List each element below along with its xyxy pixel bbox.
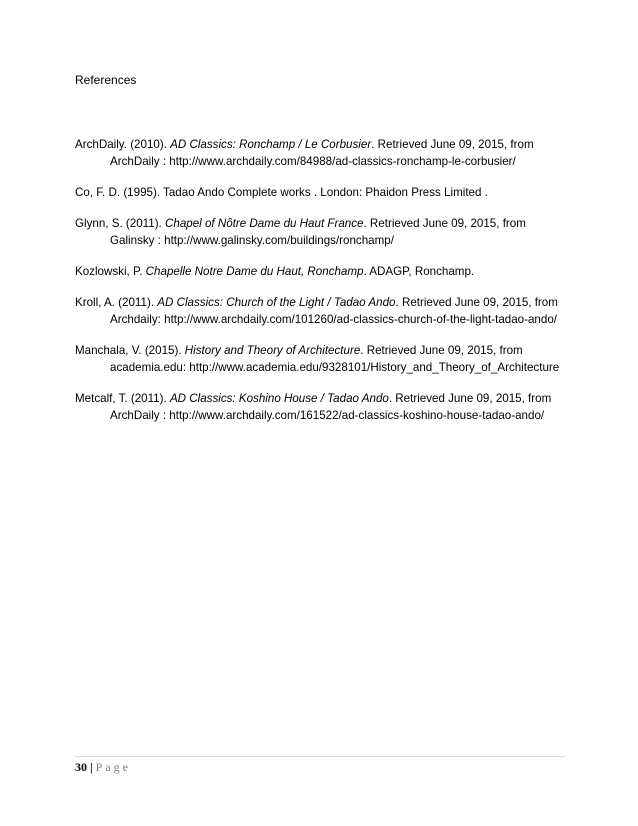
page-title: References (75, 73, 137, 87)
reference-title: AD Classics: Koshino House / Tadao Ando (169, 392, 389, 405)
reference-lead: Manchala, V. (2015). (75, 344, 185, 357)
reference-source: Galinsky : http://www.galinsky.com/buildings/ronchamp/ (110, 234, 394, 247)
reference-source: ArchDaily : http://www.archdaily.com/84988/ad-classics-ronchamp-le-corbusier/ (110, 155, 516, 168)
reference-source: ArchDaily : http://www.archdaily.com/161522/ad-classics-koshino-house-tadao-ando/ (110, 409, 545, 422)
reference-source: academia.edu: http://www.academia.edu/9328101/History_and_Theory_of_Architecture (110, 361, 560, 374)
reference-title: AD Classics: Church of the Light / Tadao Ando (157, 296, 396, 309)
reference-source: Archdaily: http://www.archdaily.com/101260/ad-classics-church-of-the-light-tadao-ando/ (110, 313, 557, 326)
reference-title: Chapel of Nôtre Dame du Haut France (165, 217, 364, 230)
reference-tail: . Retrieved June 09, 2015, from (371, 138, 534, 151)
reference-lead: Co, F. D. (1995). Tadao Ando Complete works . London: Phaidon Press Limited . (75, 186, 488, 199)
reference-item (75, 215, 575, 249)
page-number: 30 (75, 760, 87, 774)
reference-item (75, 184, 575, 201)
page-footer (75, 760, 131, 775)
reference-lead: Glynn, S. (2011). (75, 217, 165, 230)
reference-item (75, 263, 575, 280)
reference-tail: . Retrieved June 09, 2015, from (388, 392, 552, 405)
reference-list (75, 136, 575, 438)
reference-item (75, 390, 575, 424)
footer-divider (75, 756, 565, 757)
reference-lead: ArchDaily. (2010). (75, 138, 171, 151)
reference-tail: . ADAGP, Ronchamp. (363, 265, 475, 278)
footer-separator: | (90, 760, 93, 774)
reference-lead: Metcalf, T. (2011). (75, 392, 170, 405)
reference-item (75, 136, 575, 170)
reference-title: Chapelle Notre Dame du Haut, Ronchamp (145, 265, 364, 278)
reference-item (75, 342, 575, 376)
reference-lead: Kozlowski, P. (75, 265, 146, 278)
page-label: Page (95, 760, 131, 774)
reference-tail: . Retrieved June 09, 2015, from (363, 217, 526, 230)
reference-lead: Kroll, A. (2011). (75, 296, 158, 309)
reference-item (75, 294, 575, 328)
reference-tail: . Retrieved June 09, 2015, from (360, 344, 523, 357)
reference-tail: . Retrieved June 09, 2015, from (395, 296, 558, 309)
reference-title: AD Classics: Ronchamp / Le Corbusier (170, 138, 372, 151)
reference-title: History and Theory of Architecture (184, 344, 361, 357)
